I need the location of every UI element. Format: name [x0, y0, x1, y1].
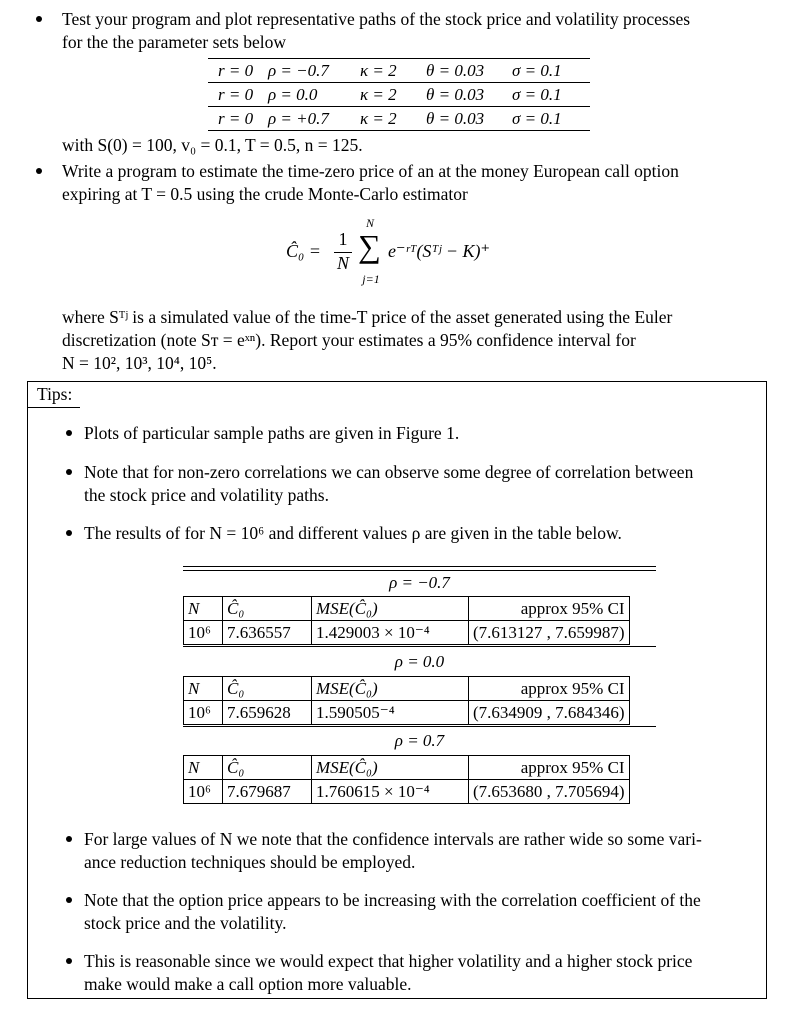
table-rule [183, 726, 656, 727]
results-table [183, 676, 630, 725]
tip-price-increase-1: Note that the option price appears to be increasing with the correlation coefficient of the [84, 890, 701, 910]
param-theta: θ = 0.03 [426, 109, 485, 128]
bullet1-line2: for the the parameter sets below [62, 32, 287, 52]
cell-n: 10⁶ [184, 701, 223, 725]
bullet-dot [66, 836, 72, 842]
sigma-symbol: ∑ [358, 228, 381, 264]
col-ci-header: approx 95% CI [469, 756, 630, 780]
bullet-dot [36, 16, 42, 22]
col-c-header: Ĉ₀ [223, 677, 312, 701]
tip-large-n-2: ance reduction techniques should be employed. [84, 852, 416, 872]
bullet2-line2: expiring at T = 0.5 using the crude Monte-Carlo estimator [62, 184, 468, 204]
results-table [183, 596, 630, 645]
rho-header: ρ = 0.7 [394, 731, 445, 750]
cell-mse: 1.429003 × 10⁻⁴ [312, 621, 469, 645]
cell-c: 7.679687 [223, 780, 312, 804]
monte-carlo-formula [286, 218, 536, 288]
param-r: r = 0 [218, 61, 254, 80]
param-theta: θ = 0.03 [426, 61, 485, 80]
cell-mse: 1.760615 × 10⁻⁴ [312, 780, 469, 804]
param-rho: ρ = +0.7 [268, 109, 329, 128]
param-rho: ρ = 0.0 [268, 85, 318, 104]
formula-body: e⁻ʳᵀ(Sᵀʲ − K)⁺ [388, 241, 490, 261]
col-c-header: Ĉ₀ [223, 597, 312, 621]
cell-ci: (7.653680 , 7.705694) [469, 780, 630, 804]
rho-header: ρ = −0.7 [389, 573, 450, 592]
cell-mse: 1.590505⁻⁴ [312, 701, 469, 725]
tips-label-underline [27, 407, 80, 408]
param-sigma: σ = 0.1 [512, 109, 562, 128]
tip-price-increase-2: stock price and the volatility. [84, 913, 287, 933]
col-n-header: N [184, 677, 223, 701]
col-n-header: N [184, 756, 223, 780]
cell-n: 10⁶ [184, 621, 223, 645]
table-rule [183, 570, 656, 571]
formula-lhs: Ĉ₀ = [286, 241, 321, 261]
param-row [208, 83, 590, 107]
col-n-header: N [184, 597, 223, 621]
col-ci-header: approx 95% CI [469, 597, 630, 621]
col-mse-header: MSE(Ĉ₀) [312, 597, 469, 621]
formula-sum-top: N [365, 216, 374, 230]
param-kappa: κ = 2 [360, 85, 397, 104]
cell-ci: (7.613127 , 7.659987) [469, 621, 630, 645]
param-sigma: σ = 0.1 [512, 61, 562, 80]
param-kappa: κ = 2 [360, 109, 397, 128]
col-ci-header: approx 95% CI [469, 677, 630, 701]
param-theta: θ = 0.03 [426, 85, 485, 104]
tip-large-n-1: For large values of N we note that the confidence intervals are rather wide so some vari- [84, 829, 702, 849]
bullet2-line1: Write a program to estimate the time-zero price of an at the money European call option [62, 161, 679, 181]
bullet1-line1: Test your program and plot representative paths of the stock price and volatility processes [62, 9, 691, 29]
param-sigma: σ = 0.1 [512, 85, 562, 104]
formula-sum-bottom: j=1 [362, 272, 380, 286]
where-line2: discretization (note Sᴛ = eˣⁿ). Report your estimates a 95% confidence interval for [62, 330, 636, 350]
tip-correlation-2: the stock price and volatility paths. [84, 485, 329, 505]
col-mse-header: MSE(Ĉ₀) [312, 756, 469, 780]
rho-header: ρ = 0.0 [394, 652, 445, 671]
where-line1: where Sᵀʲ is a simulated value of the time-T price of the asset generated using the Euler [62, 307, 673, 327]
cell-ci: (7.634909 , 7.684346) [469, 701, 630, 725]
tips-label: Tips: [37, 384, 73, 404]
param-r: r = 0 [218, 109, 254, 128]
formula-frac-num: 1 [338, 229, 348, 249]
results-table [183, 755, 630, 804]
cell-c: 7.659628 [223, 701, 312, 725]
cell-c: 7.636557 [223, 621, 312, 645]
param-rho: ρ = −0.7 [268, 61, 329, 80]
tip-reasonable-1: This is reasonable since we would expect that higher volatility and a higher stock price [84, 951, 693, 971]
param-kappa: κ = 2 [360, 61, 397, 80]
formula-frac-den: N [336, 253, 349, 273]
bullet-dot [66, 530, 72, 536]
col-mse-header: MSE(Ĉ₀) [312, 677, 469, 701]
table-rule [183, 566, 656, 567]
bullet-dot [66, 469, 72, 475]
bullet-dot [66, 430, 72, 436]
param-row [208, 59, 590, 83]
cell-n: 10⁶ [184, 780, 223, 804]
parameter-table [208, 58, 590, 131]
where-line3: N = 10², 10³, 10⁴, 10⁵. [62, 353, 217, 373]
tip-sample-paths: Plots of particular sample paths are given in Figure 1. [84, 423, 460, 443]
tip-results: The results of for N = 10⁶ and different values ρ are given in the table below. [84, 523, 622, 543]
bullet-dot [66, 897, 72, 903]
param-row [208, 107, 590, 131]
initial-conditions: with S(0) = 100, v₀ = 0.1, T = 0.5, n = 125. [62, 135, 363, 155]
tip-correlation-1: Note that for non-zero correlations we can observe some degree of correlation between [84, 462, 694, 482]
bullet-dot [36, 168, 42, 174]
table-rule [183, 646, 656, 647]
param-r: r = 0 [218, 85, 254, 104]
col-c-header: Ĉ₀ [223, 756, 312, 780]
bullet-dot [66, 958, 72, 964]
tip-reasonable-2: make would make a call option more valuable. [84, 974, 412, 994]
